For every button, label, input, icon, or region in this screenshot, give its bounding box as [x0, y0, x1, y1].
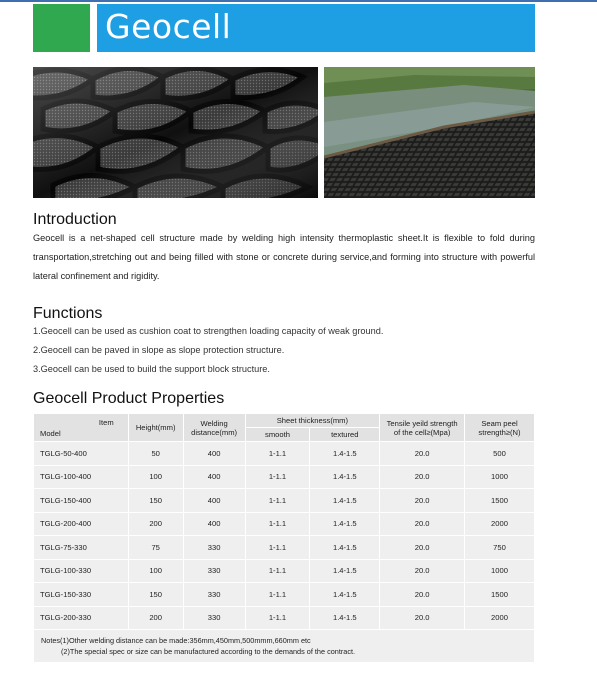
header-welding: Welding distance(mm): [183, 414, 245, 442]
cell-textured: 1.4-1.5: [310, 606, 380, 630]
cell-welding: 330: [183, 536, 245, 560]
table-row: [34, 442, 535, 466]
geocell-slope-photo: [324, 67, 535, 198]
header-smooth: smooth: [245, 428, 310, 442]
cell-smooth: 1-1.1: [245, 512, 310, 536]
cell-textured: 1.4-1.5: [310, 442, 380, 466]
cell-smooth: 1-1.1: [245, 442, 310, 466]
cell-smooth: 1-1.1: [245, 559, 310, 583]
cell-seam: 750: [465, 536, 535, 560]
cell-welding: 330: [183, 583, 245, 607]
geocell-closeup-image: [33, 67, 318, 198]
header-textured: textured: [310, 428, 380, 442]
cell-tensile: 20.0: [380, 442, 465, 466]
cell-height: 75: [128, 536, 183, 560]
functions-heading: Functions: [33, 305, 103, 322]
cell-height: 150: [128, 583, 183, 607]
cell-textured: 1.4-1.5: [310, 489, 380, 513]
cell-welding: 400: [183, 442, 245, 466]
cell-tensile: 20.0: [380, 489, 465, 513]
cell-seam: 1500: [465, 489, 535, 513]
cell-seam: 500: [465, 442, 535, 466]
function-item: 1.Geocell can be used as cushion coat to strengthen loading capacity of weak ground.: [33, 326, 384, 336]
table-row: [34, 606, 535, 630]
cell-model: TGLG-150-400: [34, 489, 129, 513]
cell-tensile: 20.0: [380, 559, 465, 583]
cell-model: TGLG-100-400: [34, 465, 129, 489]
header-sheet-thickness: Sheet thickness(mm): [245, 414, 380, 428]
cell-welding: 400: [183, 465, 245, 489]
header-seam: Seam peel strength≥(N): [465, 414, 535, 442]
cell-height: 150: [128, 489, 183, 513]
cell-seam: 2000: [465, 606, 535, 630]
cell-seam: 1000: [465, 559, 535, 583]
cell-smooth: 1-1.1: [245, 583, 310, 607]
cell-welding: 330: [183, 606, 245, 630]
table-row: [34, 583, 535, 607]
cell-welding: 400: [183, 512, 245, 536]
cell-seam: 1500: [465, 583, 535, 607]
function-item: 3.Geocell can be used to build the support block structure.: [33, 364, 270, 374]
introduction-heading: Introduction: [33, 211, 117, 228]
cell-seam: 2000: [465, 512, 535, 536]
table-notes: [34, 630, 535, 663]
table-row: [34, 559, 535, 583]
cell-height: 100: [128, 465, 183, 489]
cell-model: TGLG-200-400: [34, 512, 129, 536]
cell-smooth: 1-1.1: [245, 606, 310, 630]
function-item: 2.Geocell can be paved in slope as slope protection structure.: [33, 345, 285, 355]
table-notes-row: [34, 630, 535, 663]
header-tensile: Tensile yeild strength of the cell≥(Mpa): [380, 414, 465, 442]
cell-tensile: 20.0: [380, 583, 465, 607]
cell-model: TGLG-50-400: [34, 442, 129, 466]
cell-tensile: 20.0: [380, 512, 465, 536]
table-row: [34, 512, 535, 536]
cell-height: 100: [128, 559, 183, 583]
cell-welding: 400: [183, 489, 245, 513]
cell-textured: 1.4-1.5: [310, 583, 380, 607]
header-title-bar: [97, 4, 535, 52]
page-title: Geocell: [105, 7, 232, 46]
cell-model: TGLG-200-330: [34, 606, 129, 630]
top-rule: [0, 0, 597, 2]
introduction-text: Geocell is a net-shaped cell structure made by welding high intensity thermoplastic sheet.It is flexible to fold during transportation,stretching out and being filled with stone or concrete during service,and forming into structure with powerful lateral confinement and rigidity.: [33, 233, 535, 281]
header-item: Item: [98, 417, 114, 427]
properties-heading: Geocell Product Properties: [33, 390, 225, 407]
cell-textured: 1.4-1.5: [310, 465, 380, 489]
cell-height: 200: [128, 512, 183, 536]
cell-smooth: 1-1.1: [245, 489, 310, 513]
note-line: Notes(1)Other welding distance can be made:356mm,450mm,500mmm,660mm etc: [41, 636, 311, 645]
geocell-slope-image: [324, 67, 535, 198]
cell-model: TGLG-150-330: [34, 583, 129, 607]
cell-textured: 1.4-1.5: [310, 559, 380, 583]
cell-height: 200: [128, 606, 183, 630]
properties-table: [33, 413, 535, 663]
cell-model: TGLG-100-330: [34, 559, 129, 583]
header-model: Model: [40, 428, 61, 438]
cell-textured: 1.4-1.5: [310, 512, 380, 536]
cell-smooth: 1-1.1: [245, 465, 310, 489]
cell-tensile: 20.0: [380, 606, 465, 630]
geocell-closeup-photo: [33, 67, 318, 198]
cell-welding: 330: [183, 559, 245, 583]
cell-height: 50: [128, 442, 183, 466]
cell-smooth: 1-1.1: [245, 536, 310, 560]
header-item-model: [34, 414, 129, 442]
table-row: [34, 465, 535, 489]
cell-textured: 1.4-1.5: [310, 536, 380, 560]
cell-tensile: 20.0: [380, 536, 465, 560]
cell-tensile: 20.0: [380, 465, 465, 489]
cell-model: TGLG-75-330: [34, 536, 129, 560]
table-row: [34, 489, 535, 513]
page-header: [33, 4, 535, 52]
header-height: Height(mm): [128, 414, 183, 442]
functions-list: [33, 322, 535, 379]
cell-seam: 1000: [465, 465, 535, 489]
table-row: [34, 536, 535, 560]
note-line: (2)The special spec or size can be manufactured according to the demands of the contract.: [61, 647, 356, 656]
header-green-block: [33, 4, 90, 52]
